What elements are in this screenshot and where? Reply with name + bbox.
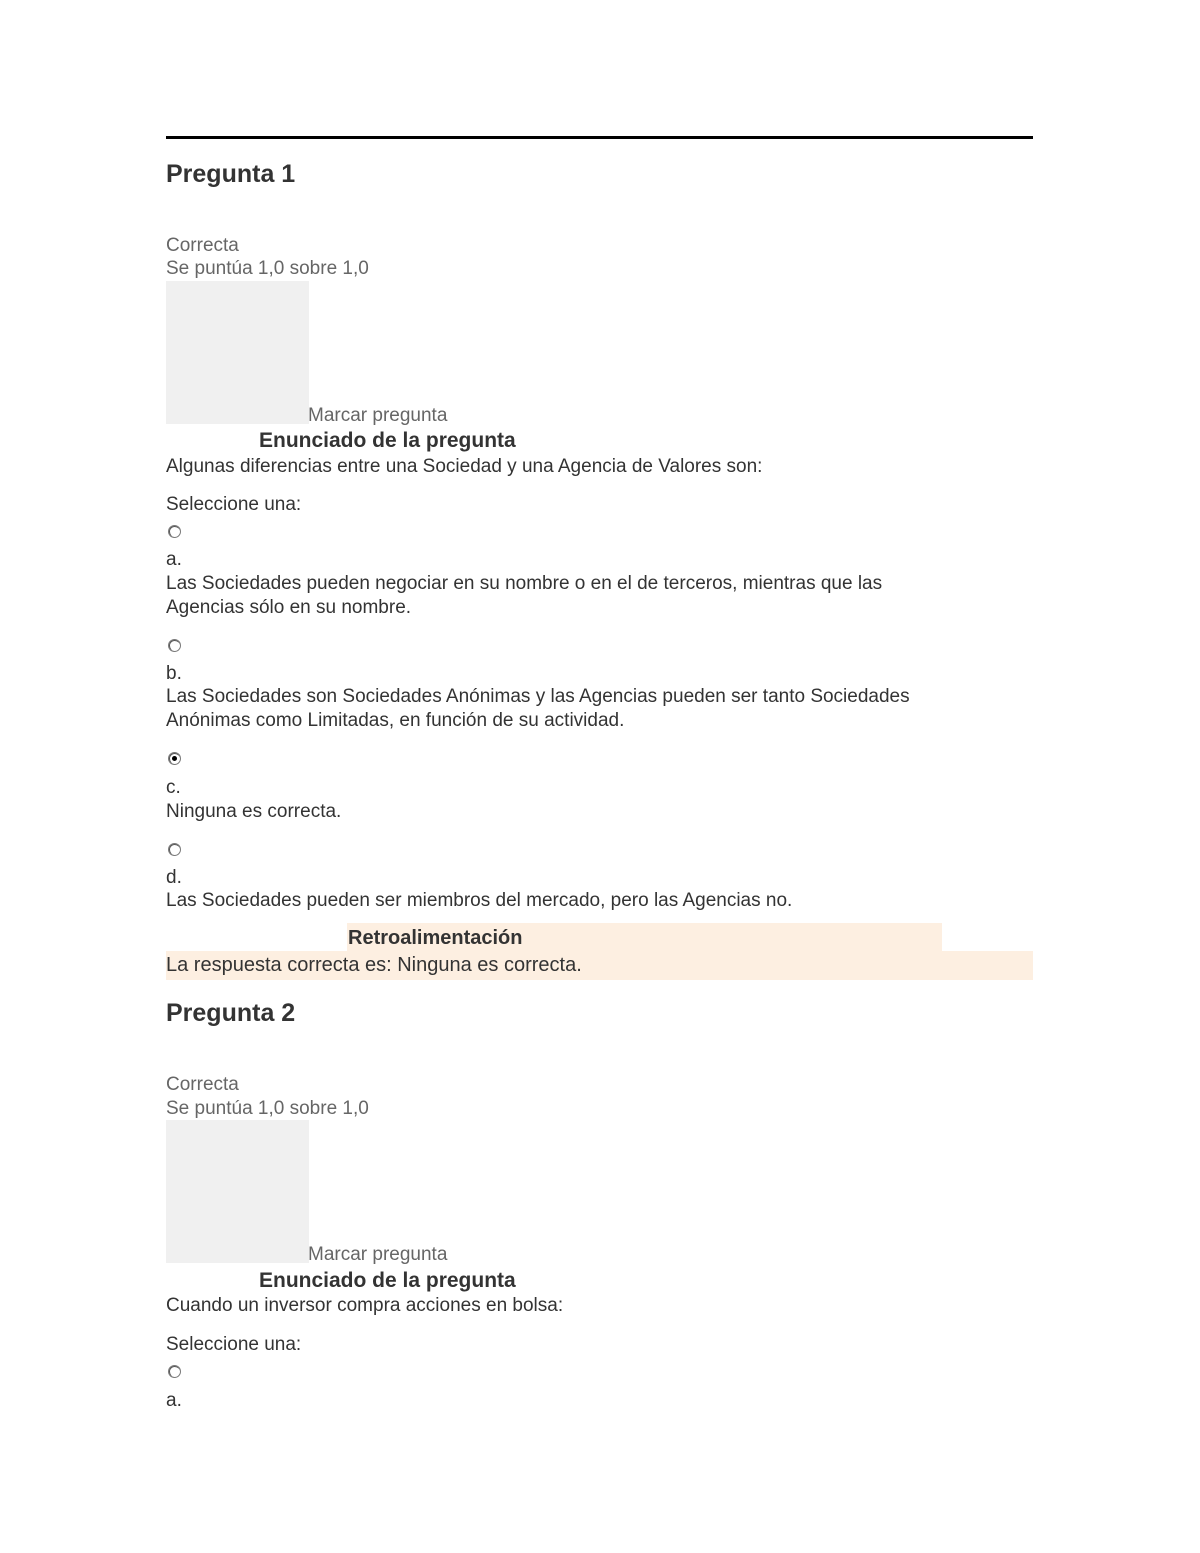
- question-1-option-d-radio[interactable]: [168, 843, 181, 856]
- question-1-option-d-text: Las Sociedades pueden ser miembros del mercado, pero las Agencias no.: [166, 890, 793, 911]
- question-1-option-b-letter: b.: [166, 663, 182, 684]
- question-1-status: Correcta: [166, 235, 239, 256]
- question-2-score: Se puntúa 1,0 sobre 1,0: [166, 1098, 369, 1119]
- question-1-flag-label[interactable]: Marcar pregunta: [308, 405, 448, 426]
- radio-selected-dot-icon: [172, 756, 177, 761]
- question-1-statement-heading: Enunciado de la pregunta: [259, 429, 516, 452]
- question-1-option-a-text-line1: Las Sociedades pueden negociar en su nombre o en el de terceros, mientras que las: [166, 573, 883, 594]
- question-1-title: Pregunta 1: [166, 160, 296, 188]
- question-2-option-a-radio[interactable]: [168, 1365, 181, 1378]
- question-2-flag-icon[interactable]: [166, 1120, 309, 1263]
- question-1-option-b-text-line2: Anónimas como Limitadas, en función de su actividad.: [166, 710, 625, 731]
- question-2-option-a-letter: a.: [166, 1390, 182, 1411]
- question-1-statement: Algunas diferencias entre una Sociedad y una Agencia de Valores son:: [166, 456, 763, 477]
- question-1-option-d-letter: d.: [166, 867, 182, 888]
- question-2-statement-heading: Enunciado de la pregunta: [259, 1269, 516, 1292]
- question-1-option-a-radio[interactable]: [168, 525, 181, 538]
- question-1-option-c-letter: c.: [166, 777, 181, 798]
- question-2-status: Correcta: [166, 1074, 239, 1095]
- question-1-feedback-text: La respuesta correcta es: Ninguna es correcta.: [166, 954, 582, 976]
- question-1-option-c-text: Ninguna es correcta.: [166, 801, 342, 822]
- question-2-title: Pregunta 2: [166, 999, 296, 1027]
- question-1-option-a-text-line2: Agencias sólo en su nombre.: [166, 597, 412, 618]
- question-1-feedback-heading: Retroalimentación: [348, 927, 523, 949]
- question-2-flag-label[interactable]: Marcar pregunta: [308, 1244, 448, 1265]
- question-1-option-b-text-line1: Las Sociedades son Sociedades Anónimas y las Agencias pueden ser tanto Sociedades: [166, 686, 910, 707]
- question-1-score: Se puntúa 1,0 sobre 1,0: [166, 258, 369, 279]
- top-divider: [166, 136, 1033, 139]
- question-2-statement: Cuando un inversor compra acciones en bolsa:: [166, 1295, 564, 1316]
- question-1-flag-icon[interactable]: [166, 281, 309, 424]
- question-1-option-c-radio[interactable]: [168, 752, 181, 765]
- question-1-option-a-letter: a.: [166, 549, 182, 570]
- question-1-select-prompt: Seleccione una:: [166, 494, 302, 515]
- question-1-option-b-radio[interactable]: [168, 639, 181, 652]
- question-2-select-prompt: Seleccione una:: [166, 1334, 302, 1355]
